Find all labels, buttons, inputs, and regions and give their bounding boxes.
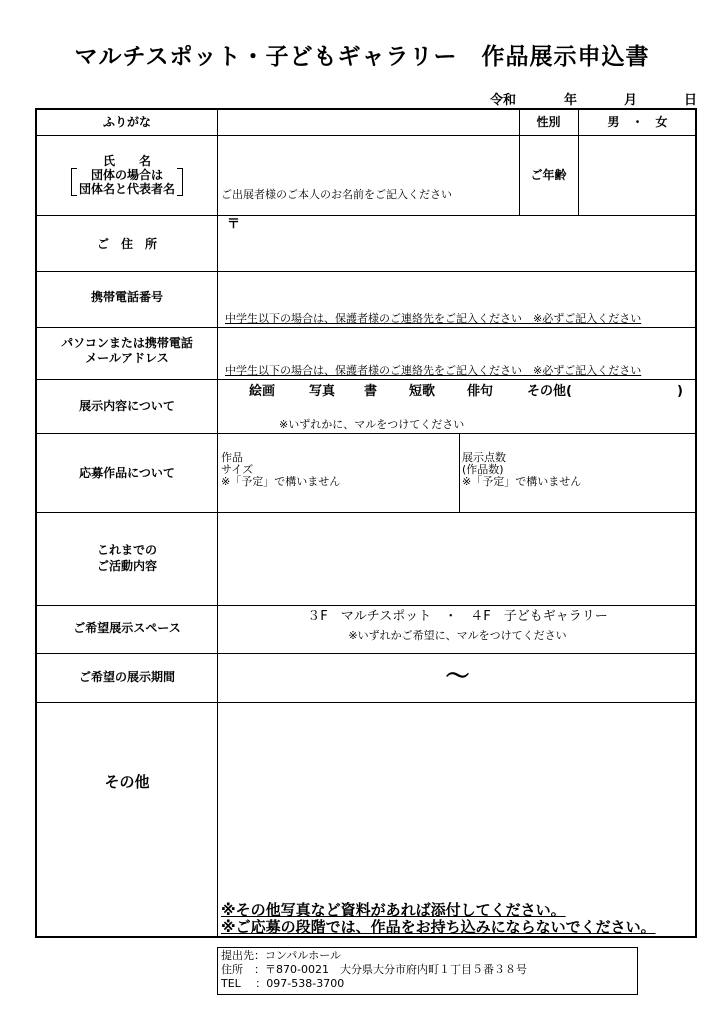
exhibit-content-label: 展示内容について [79,399,175,413]
space-note: ※いずれかご希望に、マルをつけてください [348,629,567,642]
exhibit-content-note: ※いずれかに、マルをつけてください [279,418,465,431]
submit-tel: TEL ：097-538-3700 [221,977,345,990]
submission-info [217,947,638,995]
activities-label: これまでの ご活動内容 [96,543,157,573]
gender-label: 性別 [536,115,561,129]
page-title: マルチスポット・子どもギャラリー 作品展示申込書 [74,44,650,70]
space-options[interactable]: ３F マルチスポット ・ ４F 子どもギャラリー [307,609,608,624]
gender-options[interactable]: 男 ・ 女 [607,115,668,129]
period-tilde: ～ [445,662,470,690]
submit-address: 住所 ：〒870-0021 大分県大分市府内町１丁目５番３８号 [221,963,527,976]
date-year: 年 [564,93,578,108]
option-tanka[interactable]: 短歌 [409,384,436,399]
works-detail-right[interactable]: 展示点数 (作品数) ※「予定」で構いません [462,451,582,488]
name-note: ご出展者様のご本人のお名前をご記入ください [221,188,452,201]
activities-input[interactable] [218,513,697,605]
date-era: 令和 [490,93,517,108]
email-note: 中学生以下の場合は、保護者様のご連絡先をご記入ください ※必ずご記入ください [225,364,642,377]
name-label: 氏 名 団体の場合は 団体名と代表者名 [37,154,217,196]
furigana-input[interactable] [218,110,518,135]
postal-mark: 〒 [227,217,241,232]
option-other[interactable]: その他( [527,384,572,399]
option-painting[interactable]: 絵画 [249,384,276,399]
email-label: パソコンまたは携帯電話 メールアドレス [61,336,193,365]
age-label: ご年齢 [530,168,567,182]
address-label: ご 住 所 [96,237,157,251]
age-input[interactable] [579,136,697,215]
name-input[interactable] [218,136,518,215]
space-label: ご希望展示スペース [73,621,181,635]
address-input[interactable] [218,216,697,271]
works-detail-left[interactable]: 作品 サイズ ※「予定」で構いません [221,451,341,488]
works-label: 応募作品について [79,466,175,480]
application-form [35,108,697,938]
phone-note: 中学生以下の場合は、保護者様のご連絡先をご記入ください ※必ずご記入ください [225,312,642,325]
date-month: 月 [624,93,638,108]
submit-to: 提出先：コンパルホール [221,949,342,962]
other-input[interactable] [218,703,697,893]
date-day: 日 [684,93,698,108]
option-photo[interactable]: 写真 [309,384,336,399]
option-calligraphy[interactable]: 書 [364,384,378,399]
other-note-no-bring: ※ご応募の段階では、作品をお持ち込みにならないでください。 [221,918,656,936]
other-label: その他 [104,773,150,791]
other-note-attach: ※その他写真など資料があれば添付してください。 [221,901,566,919]
phone-label: 携帯電話番号 [90,290,163,304]
option-haiku[interactable]: 俳句 [467,384,494,399]
furigana-label: ふりがな [102,115,151,129]
period-label: ご希望の展示期間 [78,670,175,684]
option-other-close: ) [677,384,683,399]
